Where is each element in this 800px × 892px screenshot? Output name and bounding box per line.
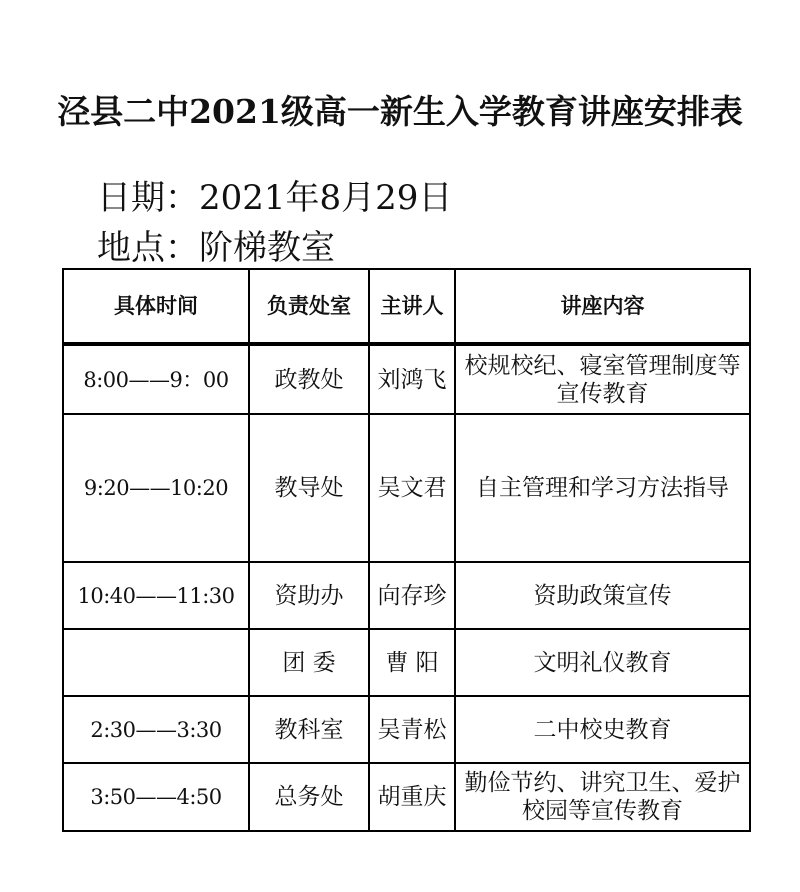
- content-cell: 二中校史教育: [455, 696, 750, 763]
- place-value: 阶梯教室: [199, 228, 335, 268]
- header-content: 讲座内容: [455, 269, 750, 344]
- table-header-row: [63, 269, 750, 344]
- time-cell: 10:40——11:30: [63, 562, 249, 629]
- table-row: [63, 562, 750, 629]
- table-row: [63, 414, 750, 562]
- time-cell: 3:50——4:50: [63, 763, 249, 831]
- date-label: 日期：: [97, 178, 199, 218]
- time-cell: 9:20——10:20: [63, 414, 249, 562]
- speaker-cell: 胡重庆: [369, 763, 455, 831]
- place-label: 地点：: [97, 228, 199, 268]
- content-cell: 自主管理和学习方法指导: [455, 414, 750, 562]
- speaker-cell: 曹 阳: [369, 629, 455, 696]
- table-row: [63, 629, 750, 696]
- speaker-cell: 吴文君: [369, 414, 455, 562]
- page-title: 泾县二中2021级高一新生入学教育讲座安排表: [57, 92, 743, 131]
- date-line: [97, 170, 452, 219]
- time-cell: 8:00——9：00: [63, 344, 249, 414]
- schedule-table: [62, 268, 751, 832]
- dept-cell: 总务处: [249, 763, 369, 831]
- table-row: [63, 763, 750, 831]
- speaker-cell: 吴青松: [369, 696, 455, 763]
- speaker-cell: 向存珍: [369, 562, 455, 629]
- table-row: [63, 344, 750, 414]
- time-cell: 2:30——3:30: [63, 696, 249, 763]
- content-cell: 文明礼仪教育: [455, 629, 750, 696]
- content-cell: 勤俭节约、讲究卫生、爱护校园等宣传教育: [455, 763, 750, 831]
- content-cell: 资助政策宣传: [455, 562, 750, 629]
- date-value: 2021年8月29日: [199, 178, 453, 218]
- time-cell: [63, 629, 249, 696]
- speaker-cell: 刘鸿飞: [369, 344, 455, 414]
- content-cell: 校规校纪、寝室管理制度等宣传教育: [455, 344, 750, 414]
- header-speaker: 主讲人: [369, 269, 455, 344]
- header-dept: 负责处室: [249, 269, 369, 344]
- dept-cell: 教科室: [249, 696, 369, 763]
- place-line: [97, 220, 335, 269]
- dept-cell: 政教处: [249, 344, 369, 414]
- header-time: 具体时间: [63, 269, 249, 344]
- dept-cell: 教导处: [249, 414, 369, 562]
- dept-cell: 资助办: [249, 562, 369, 629]
- table-row: [63, 696, 750, 763]
- dept-cell: 团 委: [249, 629, 369, 696]
